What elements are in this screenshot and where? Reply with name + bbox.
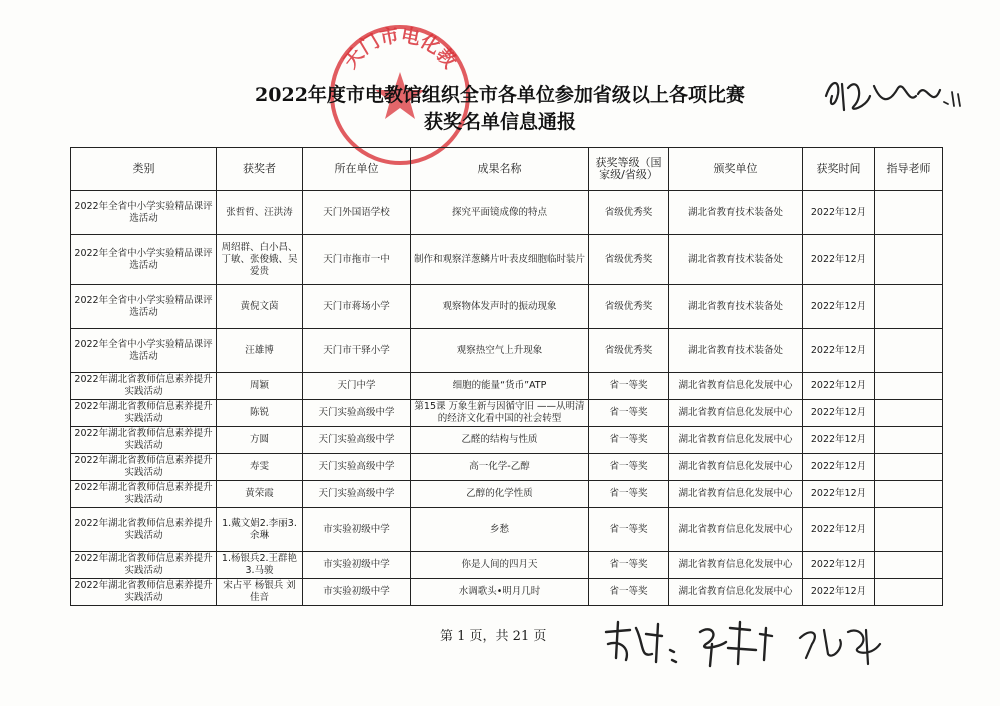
- cell-time: 2022年12月: [803, 235, 875, 285]
- cell-category: 2022年湖北省教师信息素养提升实践活动: [71, 454, 217, 481]
- cell-unit: 天门市拖市一中: [303, 235, 411, 285]
- cell-work: 你是人间的四月天: [411, 552, 589, 579]
- cell-category: 2022年湖北省教师信息素养提升实践活动: [71, 400, 217, 427]
- cell-winner: 周颖: [217, 373, 303, 400]
- cell-unit: 天门中学: [303, 373, 411, 400]
- table-row: [71, 235, 943, 285]
- table-row: [71, 481, 943, 508]
- cell-winner: 寿雯: [217, 454, 303, 481]
- cell-work: 细胞的能量“货币”ATP: [411, 373, 589, 400]
- table-row: [71, 373, 943, 400]
- cell-unit: 天门实验高级中学: [303, 481, 411, 508]
- table-row: [71, 579, 943, 606]
- cell-category: 2022年全省中小学实验精品课评选活动: [71, 285, 217, 329]
- title-line-1: 2022年度市电教馆组织全市各单位参加省级以上各项比赛: [255, 84, 745, 106]
- cell-time: 2022年12月: [803, 552, 875, 579]
- cell-unit: 市实验初级中学: [303, 579, 411, 606]
- cell-work: 探究平面镜成像的特点: [411, 191, 589, 235]
- cell-level: 省一等奖: [589, 427, 669, 454]
- table-row: [71, 285, 943, 329]
- cell-category: 2022年湖北省教师信息素养提升实践活动: [71, 552, 217, 579]
- cell-teacher: [875, 427, 943, 454]
- seal-text: 天门市电化教: [339, 24, 461, 73]
- cell-awarder: 湖北省教育信息化发展中心: [669, 373, 803, 400]
- cell-level: 省一等奖: [589, 454, 669, 481]
- cell-teacher: [875, 373, 943, 400]
- header-time: 获奖时间: [803, 148, 875, 191]
- cell-awarder: 湖北省教育信息化发展中心: [669, 481, 803, 508]
- document-title: [170, 82, 830, 136]
- cell-level: 省级优秀奖: [589, 329, 669, 373]
- cell-level: 省一等奖: [589, 579, 669, 606]
- table-row: [71, 191, 943, 235]
- cell-winner: 张哲哲、汪洪涛: [217, 191, 303, 235]
- page-footer: 第 1 页，共 21 页: [440, 629, 547, 644]
- table-row: [71, 427, 943, 454]
- cell-work: 水调歌头•明月几时: [411, 579, 589, 606]
- cell-awarder: 湖北省教育信息化发展中心: [669, 400, 803, 427]
- cell-level: 省一等奖: [589, 508, 669, 552]
- cell-category: 2022年全省中小学实验精品课评选活动: [71, 329, 217, 373]
- header-teacher: 指导老师: [875, 148, 943, 191]
- header-level: 获奖等级（国家级/省级）: [589, 148, 669, 191]
- cell-time: 2022年12月: [803, 373, 875, 400]
- cell-level: 省级优秀奖: [589, 235, 669, 285]
- cell-time: 2022年12月: [803, 191, 875, 235]
- header-category: 类别: [71, 148, 217, 191]
- cell-unit: 市实验初级中学: [303, 508, 411, 552]
- cell-awarder: 湖北省教育信息化发展中心: [669, 427, 803, 454]
- cell-winner: 黄倪文茵: [217, 285, 303, 329]
- cell-level: 省级优秀奖: [589, 191, 669, 235]
- cell-awarder: 湖北省教育信息化发展中心: [669, 552, 803, 579]
- header-work: 成果名称: [411, 148, 589, 191]
- cell-awarder: 湖北省教育信息化发展中心: [669, 454, 803, 481]
- svg-text:天门市电化教: [339, 23, 462, 73]
- cell-winner: 汪雄博: [217, 329, 303, 373]
- cell-teacher: [875, 329, 943, 373]
- cell-time: 2022年12月: [803, 329, 875, 373]
- cell-winner: 宋占平 杨银兵 刘佳音: [217, 579, 303, 606]
- title-line-2: 获奖名单信息通报: [423, 111, 576, 133]
- cell-level: 省级优秀奖: [589, 285, 669, 329]
- cell-teacher: [875, 400, 943, 427]
- table-row: [71, 508, 943, 552]
- cell-level: 省一等奖: [589, 552, 669, 579]
- cell-awarder: 湖北省教育信息化发展中心: [669, 508, 803, 552]
- cell-winner: 1.杨银兵2.王群艳3.马骏: [217, 552, 303, 579]
- cell-time: 2022年12月: [803, 579, 875, 606]
- award-table: [70, 147, 943, 606]
- table-row: [71, 454, 943, 481]
- cell-category: 2022年湖北省教师信息素养提升实践活动: [71, 481, 217, 508]
- cell-awarder: 湖北省教育技术装备处: [669, 285, 803, 329]
- cell-work: 乙醛的结构与性质: [411, 427, 589, 454]
- header-winner: 获奖者: [217, 148, 303, 191]
- cell-work: 观察热空气上升现象: [411, 329, 589, 373]
- cell-work: 制作和观察洋葱鳞片叶表皮细胞临时装片: [411, 235, 589, 285]
- cell-unit: 天门外国语学校: [303, 191, 411, 235]
- cell-time: 2022年12月: [803, 454, 875, 481]
- cell-time: 2022年12月: [803, 285, 875, 329]
- cell-time: 2022年12月: [803, 427, 875, 454]
- cell-awarder: 湖北省教育技术装备处: [669, 235, 803, 285]
- cell-category: 2022年湖北省教师信息素养提升实践活动: [71, 427, 217, 454]
- cell-level: 省一等奖: [589, 373, 669, 400]
- cell-winner: 黄荣霞: [217, 481, 303, 508]
- cell-winner: 1.戴文娟2.李丽3.余琳: [217, 508, 303, 552]
- reviewer-signature-icon: [600, 614, 900, 674]
- cell-awarder: 湖北省教育技术装备处: [669, 191, 803, 235]
- cell-category: 2022年湖北省教师信息素养提升实践活动: [71, 508, 217, 552]
- cell-winner: 方圆: [217, 427, 303, 454]
- cell-unit: 天门实验高级中学: [303, 427, 411, 454]
- cell-work: 乡愁: [411, 508, 589, 552]
- cell-unit: 天门市干驿小学: [303, 329, 411, 373]
- cell-teacher: [875, 552, 943, 579]
- cell-time: 2022年12月: [803, 508, 875, 552]
- cell-winner: 陈锐: [217, 400, 303, 427]
- header-awarder: 颁奖单位: [669, 148, 803, 191]
- cell-unit: 市实验初级中学: [303, 552, 411, 579]
- cell-teacher: [875, 508, 943, 552]
- handwritten-signature-icon: [818, 66, 968, 122]
- cell-level: 省一等奖: [589, 400, 669, 427]
- cell-teacher: [875, 579, 943, 606]
- cell-work: 第15课 万象生新与因循守旧 ——从明清的经济文化看中国的社会转型: [411, 400, 589, 427]
- cell-work: 高一化学-乙醇: [411, 454, 589, 481]
- cell-category: 2022年湖北省教师信息素养提升实践活动: [71, 373, 217, 400]
- cell-unit: 天门实验高级中学: [303, 400, 411, 427]
- table-row: [71, 400, 943, 427]
- cell-teacher: [875, 454, 943, 481]
- cell-teacher: [875, 285, 943, 329]
- cell-level: 省一等奖: [589, 481, 669, 508]
- cell-time: 2022年12月: [803, 481, 875, 508]
- cell-work: 乙醇的化学性质: [411, 481, 589, 508]
- table-header-row: [71, 148, 943, 191]
- header-unit: 所在单位: [303, 148, 411, 191]
- cell-winner: 周绍群、白小昌、丁敏、张俊娥、吴爱贵: [217, 235, 303, 285]
- cell-category: 2022年全省中小学实验精品课评选活动: [71, 191, 217, 235]
- cell-teacher: [875, 191, 943, 235]
- cell-unit: 天门市蒋场小学: [303, 285, 411, 329]
- cell-time: 2022年12月: [803, 400, 875, 427]
- cell-teacher: [875, 481, 943, 508]
- cell-teacher: [875, 235, 943, 285]
- table-row: [71, 329, 943, 373]
- cell-category: 2022年全省中小学实验精品课评选活动: [71, 235, 217, 285]
- cell-work: 观察物体发声时的振动现象: [411, 285, 589, 329]
- cell-category: 2022年湖北省教师信息素养提升实践活动: [71, 579, 217, 606]
- table-row: [71, 552, 943, 579]
- cell-awarder: 湖北省教育技术装备处: [669, 329, 803, 373]
- cell-unit: 天门实验高级中学: [303, 454, 411, 481]
- cell-awarder: 湖北省教育信息化发展中心: [669, 579, 803, 606]
